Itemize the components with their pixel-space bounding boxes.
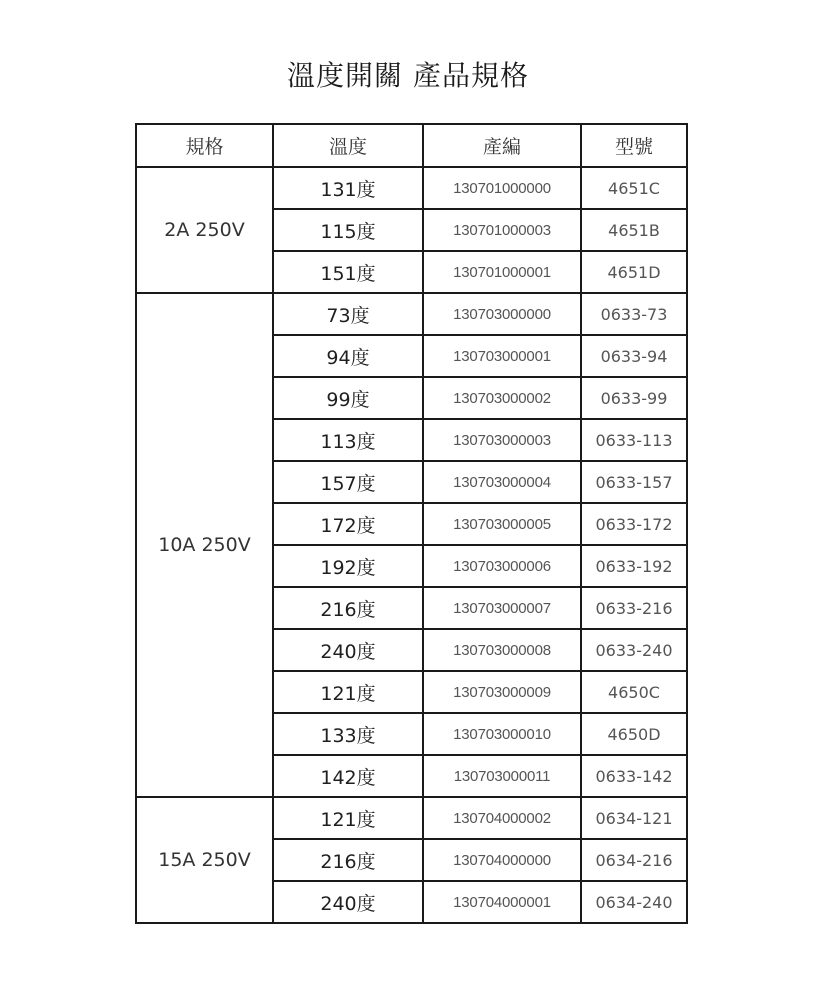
- model-cell: 0634-121: [581, 797, 687, 839]
- temp-cell: 115度: [273, 209, 423, 251]
- header-model: 型號: [581, 124, 687, 167]
- code-cell: 130703000001: [423, 335, 581, 377]
- model-cell: 0633-73: [581, 293, 687, 335]
- code-cell: 130704000002: [423, 797, 581, 839]
- model-cell: 0634-216: [581, 839, 687, 881]
- temp-cell: 216度: [273, 587, 423, 629]
- temp-cell: 142度: [273, 755, 423, 797]
- temp-cell: 131度: [273, 167, 423, 209]
- model-cell: 0633-94: [581, 335, 687, 377]
- code-cell: 130704000001: [423, 881, 581, 923]
- temp-cell: 151度: [273, 251, 423, 293]
- temp-cell: 73度: [273, 293, 423, 335]
- code-cell: 130704000000: [423, 839, 581, 881]
- model-cell: 0633-216: [581, 587, 687, 629]
- temp-cell: 240度: [273, 881, 423, 923]
- header-spec: 規格: [136, 124, 273, 167]
- temp-cell: 121度: [273, 671, 423, 713]
- temp-cell: 113度: [273, 419, 423, 461]
- temp-cell: 192度: [273, 545, 423, 587]
- table-row: [136, 797, 687, 839]
- code-cell: 130703000000: [423, 293, 581, 335]
- temp-cell: 121度: [273, 797, 423, 839]
- model-cell: 4651C: [581, 167, 687, 209]
- table-header-row: [136, 124, 687, 167]
- spec-group-15a: 15A 250V: [136, 797, 273, 923]
- table-row: [136, 293, 687, 335]
- code-cell: 130701000001: [423, 251, 581, 293]
- spec-group-2a: 2A 250V: [136, 167, 273, 293]
- code-cell: 130701000000: [423, 167, 581, 209]
- model-cell: 0633-192: [581, 545, 687, 587]
- temp-cell: 99度: [273, 377, 423, 419]
- code-cell: 130703000008: [423, 629, 581, 671]
- model-cell: 4651D: [581, 251, 687, 293]
- model-cell: 0633-99: [581, 377, 687, 419]
- model-cell: 4650D: [581, 713, 687, 755]
- model-cell: 4650C: [581, 671, 687, 713]
- code-cell: 130703000003: [423, 419, 581, 461]
- model-cell: 0634-240: [581, 881, 687, 923]
- code-cell: 130703000007: [423, 587, 581, 629]
- code-cell: 130703000004: [423, 461, 581, 503]
- temp-cell: 94度: [273, 335, 423, 377]
- header-code: 產編: [423, 124, 581, 167]
- model-cell: 0633-240: [581, 629, 687, 671]
- code-cell: 130703000005: [423, 503, 581, 545]
- page-title: 溫度開關 產品規格: [287, 59, 529, 92]
- temp-cell: 240度: [273, 629, 423, 671]
- model-cell: 0633-113: [581, 419, 687, 461]
- temp-cell: 216度: [273, 839, 423, 881]
- code-cell: 130703000009: [423, 671, 581, 713]
- model-cell: 0633-142: [581, 755, 687, 797]
- spec-table: [135, 123, 688, 924]
- model-cell: 4651B: [581, 209, 687, 251]
- code-cell: 130703000002: [423, 377, 581, 419]
- model-cell: 0633-157: [581, 461, 687, 503]
- temp-cell: 157度: [273, 461, 423, 503]
- temp-cell: 172度: [273, 503, 423, 545]
- model-cell: 0633-172: [581, 503, 687, 545]
- table-row: [136, 167, 687, 209]
- spec-group-10a: 10A 250V: [136, 293, 273, 797]
- code-cell: 130703000011: [423, 755, 581, 797]
- code-cell: 130703000010: [423, 713, 581, 755]
- code-cell: 130701000003: [423, 209, 581, 251]
- code-cell: 130703000006: [423, 545, 581, 587]
- temp-cell: 133度: [273, 713, 423, 755]
- header-temp: 溫度: [273, 124, 423, 167]
